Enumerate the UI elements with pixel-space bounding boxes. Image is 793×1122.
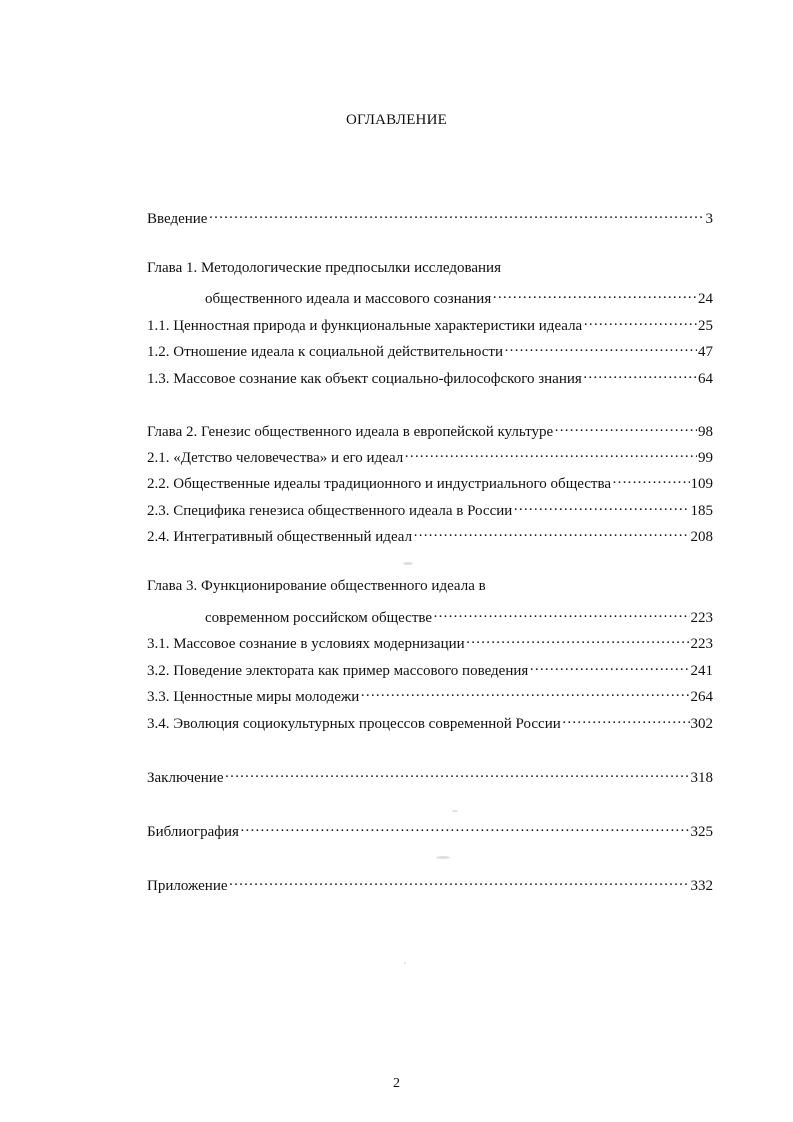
- toc-entry-1-3: [147, 365, 713, 388]
- dot-leader: [240, 818, 690, 836]
- toc-entry-2-1: [147, 444, 713, 467]
- scan-speck: [404, 962, 406, 964]
- toc-entry-appendix: [147, 872, 713, 895]
- dot-leader: [513, 497, 689, 515]
- dot-leader: [583, 365, 697, 383]
- toc-entry-page: 185: [690, 503, 713, 519]
- toc-entry-page: 99: [698, 450, 713, 466]
- toc-entry-page: 264: [690, 689, 713, 705]
- toc-entry-page: 3: [705, 211, 713, 227]
- scan-speck: [403, 562, 413, 565]
- page-title: ОГЛАВЛЕНИЕ: [346, 112, 447, 128]
- toc-entry-label: 1.1. Ценностная природа и функциональные характеристики идеала: [147, 318, 583, 334]
- toc-entry-label: 2.3. Специфика генезиса общественного идеала в России: [147, 503, 513, 519]
- dot-leader: [360, 683, 689, 701]
- dot-leader: [229, 872, 690, 890]
- dot-leader: [504, 338, 697, 356]
- page-number: 2: [393, 1076, 400, 1091]
- toc-entry-page: 98: [698, 424, 713, 440]
- toc-entry-chapter-1: [147, 259, 713, 277]
- toc-entry-page: 47: [698, 344, 713, 360]
- toc-entry-label: 3.4. Эволюция социокультурных процессов современной России: [147, 716, 561, 732]
- dot-leader: [529, 657, 689, 675]
- toc-entry-page: 223: [690, 610, 713, 626]
- toc-entry-chapter-3: [147, 577, 713, 595]
- toc-entry-chapter-3-cont: [205, 604, 713, 627]
- dot-leader: [466, 630, 690, 648]
- toc-entry-3-2: [147, 657, 713, 680]
- toc-entry-introduction: [147, 205, 713, 228]
- toc-entry-page: 208: [690, 529, 713, 545]
- toc-entry-chapter-1-cont: [205, 285, 713, 308]
- toc-entry-label: 3.3. Ценностные миры молодежи: [147, 689, 360, 705]
- dot-leader: [554, 418, 697, 436]
- toc-entry-label: Заключение: [147, 770, 224, 786]
- toc-entry-label: Введение: [147, 211, 208, 227]
- toc-entry-page: 241: [690, 663, 713, 679]
- toc-entry-page: 109: [690, 476, 713, 492]
- toc-entry-label: 2.4. Интегративный общественный идеал: [147, 529, 413, 545]
- toc-entry-page: 64: [698, 371, 713, 387]
- dot-leader: [492, 285, 697, 303]
- toc-entry-conclusion: [147, 764, 713, 787]
- dot-leader: [612, 470, 689, 488]
- toc-entry-label: 2.1. «Детство человечества» и его идеал: [147, 450, 404, 466]
- toc-entry-page: 318: [690, 770, 713, 786]
- toc-entry-page: 223: [690, 636, 713, 652]
- dot-leader: [208, 205, 704, 223]
- toc-entry-page: 302: [690, 716, 713, 732]
- toc-entry-label: 3.1. Массовое сознание в условиях модернизации: [147, 636, 465, 652]
- toc-entry-label: Приложение: [147, 878, 228, 894]
- toc-entry-3-1: [147, 630, 713, 653]
- toc-entry-label: Глава 2. Генезис общественного идеала в европейской культуре: [147, 424, 554, 440]
- scan-speck: [436, 856, 450, 859]
- scan-speck: [452, 810, 458, 812]
- dot-leader: [583, 312, 697, 330]
- toc-entry-2-2: [147, 470, 713, 493]
- toc-entry-page: 25: [698, 318, 713, 334]
- toc-entry-page: 332: [690, 878, 713, 894]
- dot-leader: [562, 710, 690, 728]
- toc-entry-bibliography: [147, 818, 713, 841]
- toc-entry-label: Библиография: [147, 824, 239, 840]
- toc-entry-1-2: [147, 338, 713, 361]
- toc-entry-chapter-2: [147, 418, 713, 441]
- toc-entry-1-1: [147, 312, 713, 335]
- toc-entry-3-3: [147, 683, 713, 706]
- toc-entry-2-4: [147, 523, 713, 546]
- toc-entry-2-3: [147, 497, 713, 520]
- toc-entry-label: Глава 3. Функционирование общественного идеала в: [147, 578, 486, 594]
- toc-entry-page: 325: [690, 824, 713, 840]
- dot-leader: [413, 523, 689, 541]
- dot-leader: [225, 764, 690, 782]
- toc-entry-label: Глава 1. Методологические предпосылки исследования: [147, 260, 501, 276]
- toc-entry-label: 2.2. Общественные идеалы традиционного и индустриального общества: [147, 476, 612, 492]
- dot-leader: [433, 604, 689, 622]
- toc-entry-label: современном российском обществе: [205, 610, 433, 626]
- toc-entry-label: общественного идеала и массового сознания: [205, 291, 492, 307]
- toc-entry-3-4: [147, 710, 713, 733]
- dot-leader: [404, 444, 697, 462]
- toc-entry-label: 1.3. Массовое сознание как объект социально-философского знания: [147, 371, 582, 387]
- toc-entry-page: 24: [698, 291, 713, 307]
- toc-entry-label: 1.2. Отношение идеала к социальной действительности: [147, 344, 504, 360]
- toc-entry-label: 3.2. Поведение электората как пример массового поведения: [147, 663, 529, 679]
